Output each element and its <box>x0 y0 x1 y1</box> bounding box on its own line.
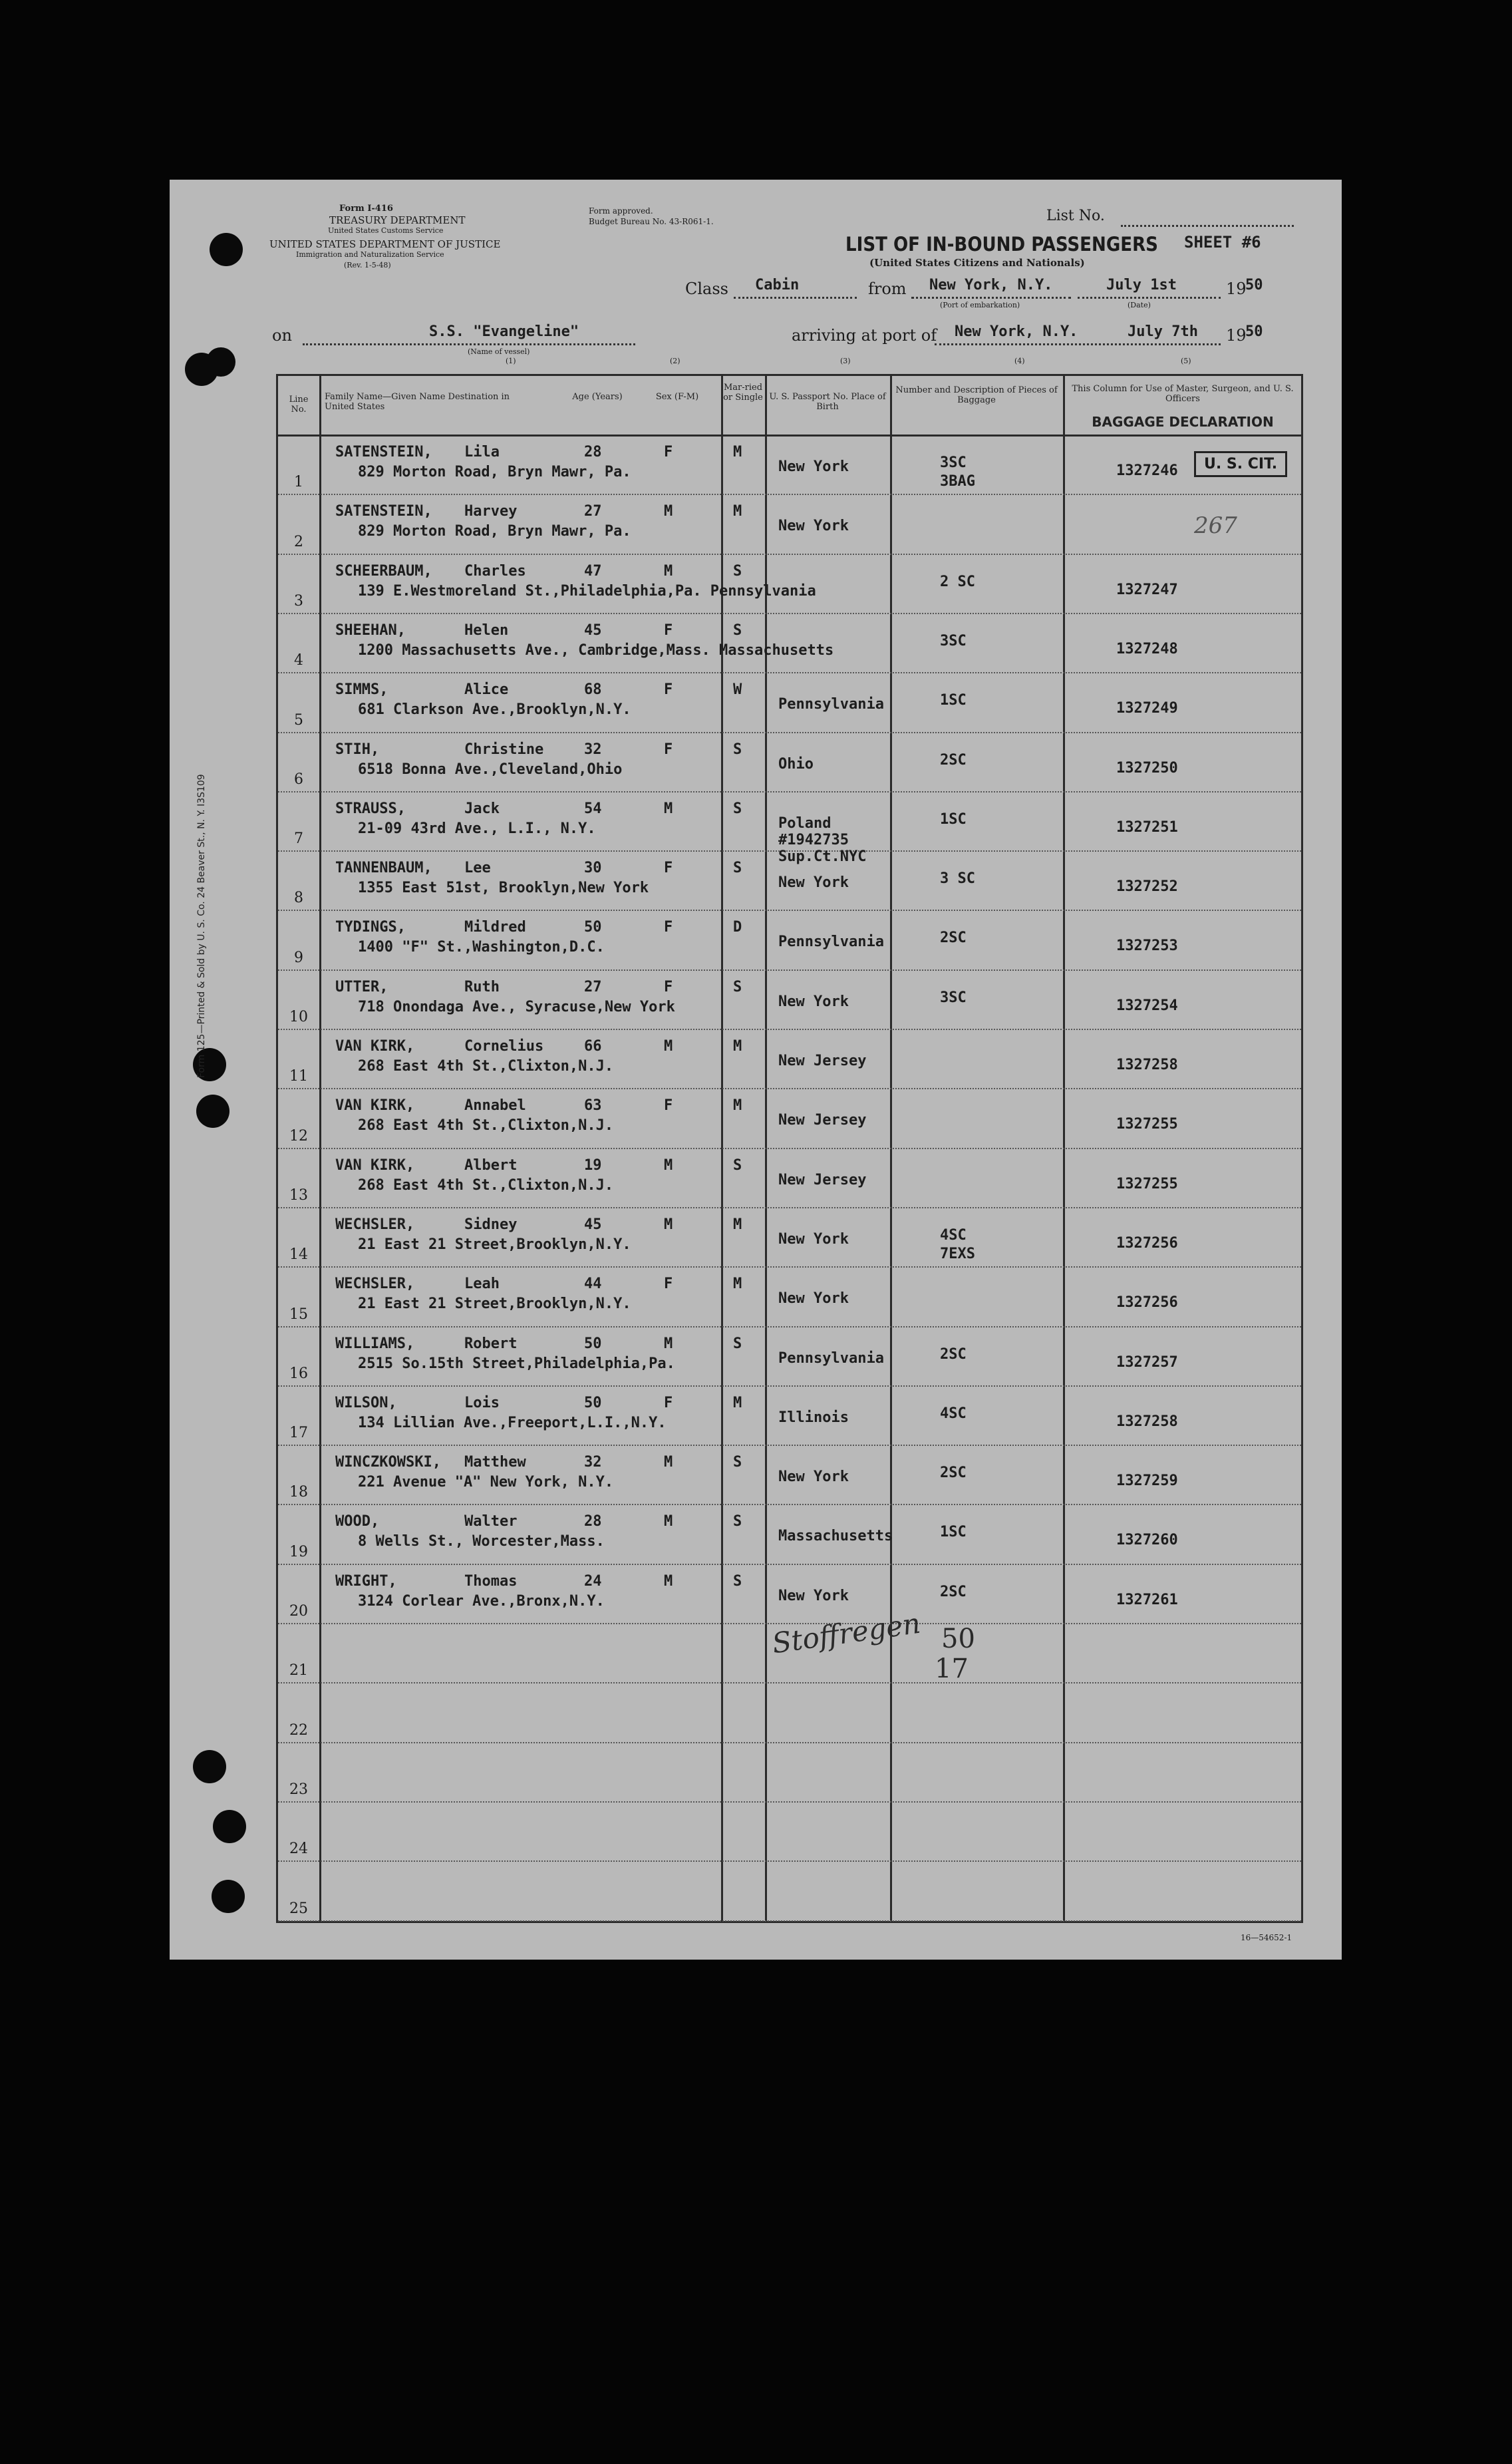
header-declaration: BAGGAGE DECLARATION <box>1092 414 1274 430</box>
arrival-date: July 7th <box>1128 323 1198 340</box>
cell-bag: 2SC <box>940 1345 967 1363</box>
footer-code: 16—54652-1 <box>1241 1933 1292 1942</box>
from-line <box>911 297 1071 299</box>
cell-birth3: Sup.Ct.NYC <box>778 848 867 865</box>
row-divider <box>278 1682 1301 1683</box>
embark-port: New York, N.Y. <box>929 277 1053 293</box>
cell-name: WECHSLER, <box>335 1216 415 1233</box>
line-number: 9 <box>294 949 303 966</box>
cell-birth: New Jersey <box>778 1053 867 1069</box>
cell-age: 44 <box>584 1276 602 1293</box>
cell-age: 50 <box>584 919 602 936</box>
line-number: 10 <box>289 1009 308 1025</box>
cell-name: WILLIAMS, <box>335 1335 415 1352</box>
cell-ms: M <box>733 503 742 520</box>
year1-prefix: 19 <box>1226 279 1247 298</box>
row-divider <box>278 1564 1301 1565</box>
cell-sex: M <box>664 1572 673 1590</box>
cell-addr: 3124 Corlear Ave.,Bronx,N.Y. <box>358 1592 605 1610</box>
cell-sex: M <box>664 1216 673 1233</box>
cell-name: WRIGHT, <box>335 1572 397 1590</box>
form-approved: Form approved. <box>589 206 653 216</box>
row-divider <box>278 1445 1301 1446</box>
row-divider <box>278 1148 1301 1149</box>
header-married: Mar-ried or Single <box>723 383 763 403</box>
row-divider <box>278 1920 1301 1922</box>
binder-hole <box>193 1750 226 1783</box>
cell-name: SHEEHAN, <box>335 621 406 639</box>
binder-hole <box>206 347 235 377</box>
cell-decl: 1327256 <box>1116 1294 1178 1312</box>
cell-given: Christine <box>464 741 544 758</box>
line-number: 15 <box>289 1306 308 1323</box>
cell-age: 50 <box>584 1394 602 1411</box>
cell-age: 19 <box>584 1156 602 1174</box>
cell-birth: New York <box>778 1230 849 1248</box>
cell-age: 63 <box>584 1097 602 1115</box>
vessel-name: S.S. "Evangeline" <box>429 323 579 340</box>
line-number: 4 <box>294 652 303 669</box>
row-divider <box>278 613 1301 614</box>
customs-service: United States Customs Service <box>328 226 444 235</box>
line-number: 5 <box>294 711 303 729</box>
cell-bag: 1SC <box>940 1524 967 1541</box>
cell-name: TYDINGS, <box>335 919 406 936</box>
cell-given: Lois <box>464 1394 500 1411</box>
cell-addr: 268 East 4th St.,Clixton,N.J. <box>358 1058 614 1075</box>
cell-bag: 3 SC <box>940 870 975 888</box>
cell-birth: New York <box>778 1290 849 1308</box>
cell-sex: F <box>664 741 673 758</box>
cell-ms: M <box>733 444 742 460</box>
cell-ms: M <box>733 1276 742 1293</box>
form-number: Form I-416 <box>339 204 393 214</box>
cell-decl: 1327258 <box>1116 1057 1178 1073</box>
cell-ms: S <box>733 562 742 580</box>
cell-sex: F <box>664 621 673 639</box>
cell-decl: 1327250 <box>1116 759 1178 777</box>
row-divider <box>278 1801 1301 1803</box>
cell-decl: 1327257 <box>1116 1353 1178 1371</box>
cell-addr: 21 East 21 Street,Brooklyn,N.Y. <box>358 1236 631 1253</box>
cell-name: STIH, <box>335 741 380 758</box>
cell-sex: M <box>664 562 673 580</box>
cell-ms: M <box>733 1394 742 1411</box>
cell-given: Harvey <box>464 503 518 520</box>
cell-decl: 1327261 <box>1116 1591 1178 1608</box>
cell-name: VAN KIRK, <box>335 1038 415 1055</box>
embark-year: 50 <box>1245 277 1263 293</box>
cell-addr: 8 Wells St., Worcester,Mass. <box>358 1533 605 1550</box>
cell-birth: Ohio <box>778 755 814 773</box>
binder-hole <box>213 1810 246 1843</box>
cell-addr: 1200 Massachusetts Ave., Cambridge,Mass. Massachusetts <box>358 641 834 659</box>
cell-decl: 1327255 <box>1116 1175 1178 1192</box>
cell-addr: 829 Morton Road, Bryn Mawr, Pa. <box>358 523 631 540</box>
year2-prefix: 19 <box>1226 326 1247 345</box>
cell-birth: New Jersey <box>778 1112 867 1129</box>
cell-name: WILSON, <box>335 1394 397 1411</box>
cell-addr: 1400 "F" St.,Washington,D.C. <box>358 939 605 956</box>
cell-decl: 1327255 <box>1116 1116 1178 1133</box>
cell-age: 54 <box>584 800 602 817</box>
on-label: on <box>272 326 292 345</box>
cell-birth2: #1942735 <box>778 831 849 848</box>
cell-birth: New Jersey <box>778 1171 867 1188</box>
cell-bag: 3SC <box>940 454 967 471</box>
cell-birth: Illinois <box>778 1409 849 1426</box>
cell-sex: F <box>664 1276 673 1293</box>
list-title: LIST OF IN-BOUND PASSENGERS <box>845 233 1158 256</box>
line-number: 2 <box>294 533 303 550</box>
cell-decl: 1327246 <box>1116 462 1178 479</box>
cell-given: Charles <box>464 562 526 580</box>
cell-addr: 268 East 4th St.,Clixton,N.J. <box>358 1176 614 1194</box>
cell-given: Thomas <box>464 1572 518 1590</box>
cell-sex: F <box>664 919 673 936</box>
vessel-caption: (Name of vessel) <box>468 347 530 356</box>
row-divider <box>278 554 1301 555</box>
line-number: 19 <box>289 1543 308 1560</box>
row-divider <box>278 1088 1301 1089</box>
cell-addr: 829 Morton Road, Bryn Mawr, Pa. <box>358 464 631 480</box>
cell-age: 66 <box>584 1038 602 1055</box>
list-no-line <box>1121 225 1294 227</box>
row-divider <box>278 1266 1301 1268</box>
cell-birth: Poland <box>778 814 832 832</box>
cell-bag: 2 SC <box>940 573 975 590</box>
cell-sex: M <box>664 1454 673 1471</box>
caption-2: (2) <box>670 357 680 365</box>
row-divider <box>278 969 1301 971</box>
line-number: 20 <box>289 1603 308 1620</box>
budget-bureau: Budget Bureau No. 43-R061-1. <box>589 217 714 226</box>
cell-sex: M <box>664 1038 673 1055</box>
cell-bag: 4SC <box>940 1226 967 1244</box>
cell-ms: D <box>733 919 742 936</box>
cell-ms: S <box>733 860 742 877</box>
binder-hole <box>212 1880 245 1913</box>
cell-decl: 1327251 <box>1116 818 1178 836</box>
cell-decl: 1327256 <box>1116 1234 1178 1252</box>
date1-line <box>1078 297 1221 299</box>
caption-5: (5) <box>1181 357 1191 365</box>
cell-name: WECHSLER, <box>335 1276 415 1293</box>
cell-name: WOOD, <box>335 1513 380 1530</box>
count-annotation-a: 50 <box>941 1624 975 1654</box>
header-divider <box>278 435 1301 437</box>
list-no-label: List No. <box>1046 208 1105 224</box>
header-passport: U. S. Passport No. Place of Birth <box>769 392 886 412</box>
cell-age: 32 <box>584 1454 602 1471</box>
manifest-page <box>170 180 1342 1960</box>
cell-sex: F <box>664 1394 673 1411</box>
cell-given: Mildred <box>464 919 526 936</box>
row-divider <box>278 791 1301 792</box>
cell-sex: M <box>664 1335 673 1352</box>
line-number: 25 <box>289 1900 308 1917</box>
cell-age: 27 <box>584 978 602 995</box>
embark-date: July 1st <box>1106 277 1177 293</box>
cell-given: Helen <box>464 621 509 639</box>
caption-1: (1) <box>506 357 516 365</box>
cell-given: Alice <box>464 681 509 699</box>
cell-birth: Pennsylvania <box>778 696 884 713</box>
row-divider <box>278 1207 1301 1208</box>
header-officers: This Column for Use of Master, Surgeon, and U. S. Officers <box>1072 384 1294 404</box>
caption-4: (4) <box>1014 357 1025 365</box>
cell-bag2: 3BAG <box>940 473 975 490</box>
cell-decl: 1327254 <box>1116 997 1178 1014</box>
cell-bag: 2SC <box>940 930 967 947</box>
vessel-line <box>303 343 635 345</box>
cell-name: SATENSTEIN, <box>335 444 432 460</box>
cell-addr: 139 E.Westmoreland St.,Philadelphia,Pa. Pennsylvania <box>358 582 816 600</box>
cell-sex: F <box>664 860 673 877</box>
line-number: 23 <box>289 1781 308 1798</box>
cell-given: Leah <box>464 1276 500 1293</box>
treasury-department: TREASURY DEPARTMENT <box>329 214 466 226</box>
arriving-label: arriving at port of <box>792 326 937 345</box>
cell-age: 32 <box>584 741 602 758</box>
class-line <box>734 297 857 299</box>
arrival-port: New York, N.Y. <box>955 323 1078 340</box>
cell-decl: 1327259 <box>1116 1473 1178 1490</box>
cell-given: Lee <box>464 860 491 877</box>
cell-ms: M <box>733 1097 742 1115</box>
cell-sex: F <box>664 978 673 995</box>
cell-age: 45 <box>584 621 602 639</box>
cell-name: WINCZKOWSKI, <box>335 1454 441 1471</box>
header-name: Family Name—Given Name Destination in United States <box>325 392 510 412</box>
stamp-267: 267 <box>1194 512 1237 539</box>
cell-sex: M <box>664 1513 673 1530</box>
cell-addr: 1355 East 51st, Brooklyn,New York <box>358 880 649 897</box>
cell-addr: 21 East 21 Street,Brooklyn,N.Y. <box>358 1296 631 1313</box>
cell-birth: Pennsylvania <box>778 1349 884 1367</box>
cell-name: SCHEERBAUM, <box>335 562 432 580</box>
cell-given: Lila <box>464 444 500 460</box>
line-number: 11 <box>289 1068 308 1085</box>
arrival-line <box>935 343 1221 345</box>
cell-ms: S <box>733 1335 742 1352</box>
cell-sex: F <box>664 681 673 699</box>
header-line-no: Line No. <box>289 395 309 415</box>
sheet-number: SHEET #6 <box>1184 233 1261 252</box>
cell-birth: New York <box>778 518 849 535</box>
row-divider <box>278 672 1301 673</box>
revision: (Rev. 1-5-48) <box>344 261 391 269</box>
cell-sex: M <box>664 503 673 520</box>
cell-age: 45 <box>584 1216 602 1233</box>
line-number: 18 <box>289 1484 308 1501</box>
cell-ms: S <box>733 1454 742 1471</box>
cell-ms: W <box>733 681 742 699</box>
passenger-table <box>276 374 1303 1923</box>
row-divider <box>278 1742 1301 1743</box>
cell-given: Sidney <box>464 1216 518 1233</box>
class-label: Class <box>685 279 728 298</box>
cell-name: UTTER, <box>335 978 388 995</box>
cell-birth: New York <box>778 1587 849 1604</box>
cell-name: SATENSTEIN, <box>335 503 432 520</box>
row-divider <box>278 494 1301 495</box>
cell-birth: New York <box>778 458 849 475</box>
row-divider <box>278 732 1301 733</box>
cell-given: Jack <box>464 800 500 817</box>
cell-age: 30 <box>584 860 602 877</box>
cell-given: Annabel <box>464 1097 526 1115</box>
cell-given: Robert <box>464 1335 518 1352</box>
cell-ms: M <box>733 1216 742 1233</box>
cell-given: Albert <box>464 1156 518 1174</box>
cell-decl: 1327249 <box>1116 700 1178 717</box>
cell-sex: M <box>664 1156 673 1174</box>
line-number: 13 <box>289 1186 308 1204</box>
signature: Stoffregen <box>770 1606 923 1660</box>
cell-age: 47 <box>584 562 602 580</box>
cell-ms: S <box>733 800 742 817</box>
cell-given: Walter <box>464 1513 518 1530</box>
cell-ms: S <box>733 1156 742 1174</box>
cell-bag: 2SC <box>940 751 967 769</box>
line-number: 7 <box>294 830 303 848</box>
cell-decl: 1327252 <box>1116 878 1178 896</box>
cell-addr: 681 Clarkson Ave.,Brooklyn,N.Y. <box>358 701 631 719</box>
cell-age: 28 <box>584 444 602 460</box>
count-annotation-b: 17 <box>935 1654 969 1684</box>
cell-addr: 268 East 4th St.,Clixton,N.J. <box>358 1117 614 1135</box>
cell-addr: 221 Avenue "A" New York, N.Y. <box>358 1474 614 1491</box>
cell-bag: 3SC <box>940 989 967 1006</box>
cell-ms: S <box>733 621 742 639</box>
line-number: 6 <box>294 771 303 788</box>
cell-bag: 2SC <box>940 1583 967 1600</box>
from-label: from <box>868 279 907 298</box>
cell-sex: F <box>664 444 673 460</box>
binder-hole <box>196 1095 229 1128</box>
cell-age: 50 <box>584 1335 602 1352</box>
header-baggage: Number and Description of Pieces of Baggage <box>895 385 1058 405</box>
date-caption: (Date) <box>1128 301 1151 309</box>
justice-department: UNITED STATES DEPARTMENT OF JUSTICE <box>269 238 501 250</box>
header-sex: Sex (F-M) <box>655 392 699 402</box>
cell-sex: F <box>664 1097 673 1115</box>
row-divider <box>278 1326 1301 1327</box>
header-age: Age (Years) <box>572 392 623 402</box>
cell-age: 68 <box>584 681 602 699</box>
row-divider <box>278 1029 1301 1030</box>
cell-bag2: 7EXS <box>940 1245 975 1262</box>
embark-caption: (Port of embarkation) <box>940 301 1020 309</box>
cell-bag: 2SC <box>940 1465 967 1482</box>
cell-ms: S <box>733 1513 742 1530</box>
row-divider <box>278 1385 1301 1387</box>
immigration-service: Immigration and Naturalization Service <box>296 250 444 259</box>
cell-addr: 134 Lillian Ave.,Freeport,L.I.,N.Y. <box>358 1414 667 1431</box>
cell-given: Matthew <box>464 1454 526 1471</box>
line-number: 1 <box>294 474 303 491</box>
class-value: Cabin <box>755 277 800 293</box>
cell-addr: 718 Onondaga Ave., Syracuse,New York <box>358 998 675 1015</box>
cell-ms: M <box>733 1038 742 1055</box>
cell-bag: 4SC <box>940 1405 967 1422</box>
line-number: 21 <box>289 1662 308 1679</box>
printer-imprint: Form 125—Printed & Sold by U. S. Co. 24 Beaver St., N. Y. I3S109 <box>196 774 207 1078</box>
cell-ms: S <box>733 978 742 995</box>
cell-birth: New York <box>778 993 849 1010</box>
cell-addr: 6518 Bonna Ave.,Cleveland,Ohio <box>358 761 623 778</box>
cell-birth: Pennsylvania <box>778 934 884 951</box>
cell-birth: New York <box>778 1469 849 1486</box>
line-number: 16 <box>289 1365 308 1382</box>
line-number: 17 <box>289 1425 308 1442</box>
row-divider <box>278 1860 1301 1862</box>
cell-decl: 1327260 <box>1116 1532 1178 1549</box>
cell-bag: 1SC <box>940 810 967 828</box>
cell-addr: 21-09 43rd Ave., L.I., N.Y. <box>358 820 596 837</box>
binder-hole <box>210 233 243 266</box>
cell-bag: 3SC <box>940 632 967 649</box>
list-subtitle: (United States Citizens and Nationals) <box>869 257 1085 269</box>
cell-age: 28 <box>584 1513 602 1530</box>
cell-name: VAN KIRK, <box>335 1156 415 1174</box>
cell-addr: 2515 So.15th Street,Philadelphia,Pa. <box>358 1355 675 1372</box>
cell-decl: 1327258 <box>1116 1413 1178 1430</box>
arrival-year: 50 <box>1245 323 1263 340</box>
line-number: 22 <box>289 1721 308 1739</box>
us-citizen-stamp: U. S. CIT. <box>1194 451 1287 477</box>
cell-ms: S <box>733 741 742 758</box>
cell-decl: 1327247 <box>1116 581 1178 598</box>
cell-age: 27 <box>584 503 602 520</box>
line-number: 14 <box>289 1246 308 1264</box>
cell-birth: Massachusetts <box>778 1528 893 1545</box>
line-number: 12 <box>289 1127 308 1144</box>
cell-bag: 1SC <box>940 692 967 709</box>
cell-given: Ruth <box>464 978 500 995</box>
row-divider <box>278 910 1301 911</box>
caption-3: (3) <box>840 357 851 365</box>
line-number: 24 <box>289 1841 308 1858</box>
line-number: 3 <box>294 592 303 610</box>
cell-decl: 1327253 <box>1116 938 1178 955</box>
row-divider <box>278 1504 1301 1505</box>
cell-name: STRAUSS, <box>335 800 406 817</box>
cell-name: SIMMS, <box>335 681 388 699</box>
cell-age: 24 <box>584 1572 602 1590</box>
cell-sex: M <box>664 800 673 817</box>
cell-ms: S <box>733 1572 742 1590</box>
cell-given: Cornelius <box>464 1038 544 1055</box>
cell-name: VAN KIRK, <box>335 1097 415 1115</box>
cell-name: TANNENBAUM, <box>335 860 432 877</box>
cell-birth: New York <box>778 874 849 892</box>
line-number: 8 <box>294 890 303 907</box>
cell-decl: 1327248 <box>1116 640 1178 657</box>
